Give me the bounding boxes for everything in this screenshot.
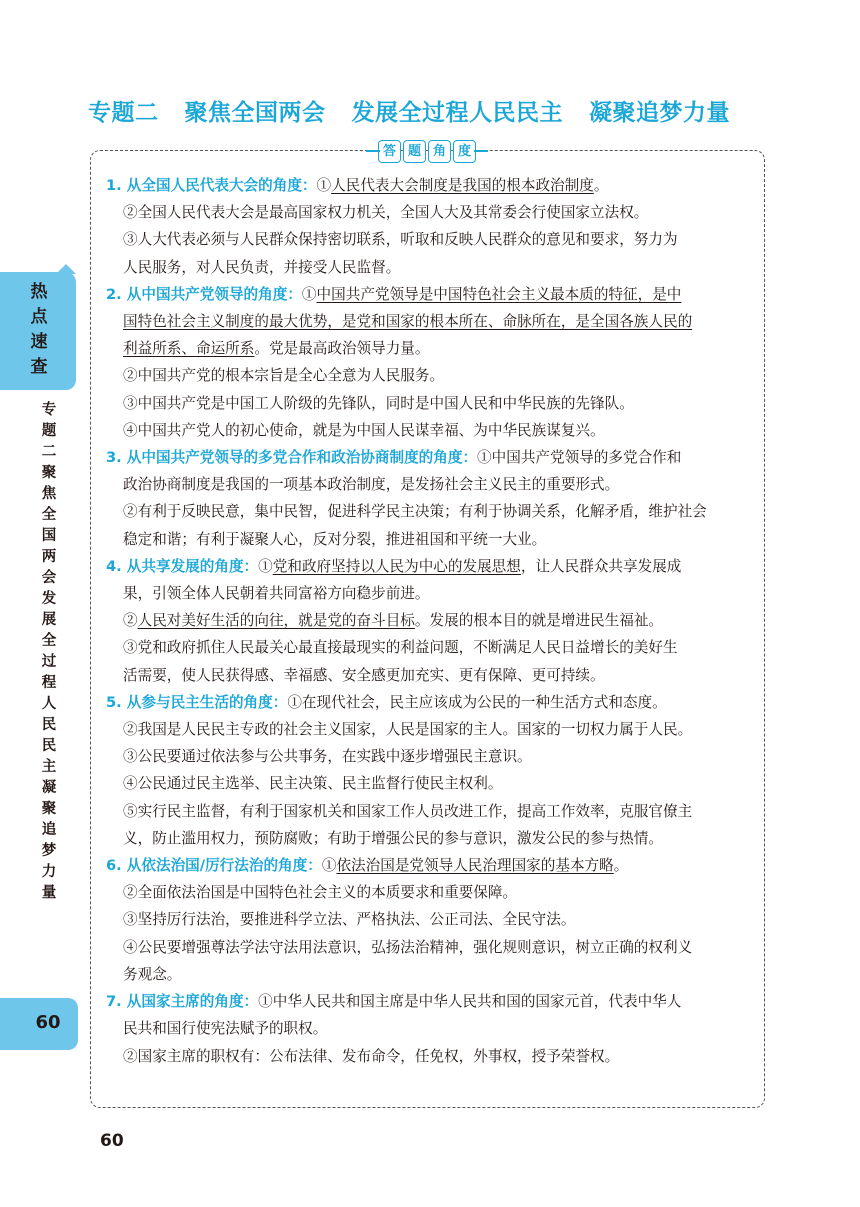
item-heading: 5. 从参与民主生活的角度：	[106, 693, 288, 711]
badge-left-decoration	[366, 150, 380, 152]
side-page-number: 60	[35, 1012, 61, 1033]
side-tab-hot-topics	[0, 272, 76, 390]
answer-angle-badge	[378, 138, 476, 164]
side-tab-label: 热点速查	[30, 282, 48, 377]
side-page-tab	[0, 998, 78, 1050]
item-heading: 4. 从共享发展的角度：	[106, 557, 259, 575]
badge-char: 角	[428, 140, 451, 163]
badge-right-decoration	[474, 150, 488, 152]
key-point: 国特色社会主义制度的最大优势，是党和国家的根本所在、命脉所在，是全国各族人民的	[123, 313, 693, 331]
badge-char: 度	[453, 140, 476, 163]
title-part-two-sessions: 聚焦全国两会	[184, 100, 326, 126]
list-item: 2. 从中国共产党领导的角度：①中国共产党领导是中国特色社会主义最本质的特征，是中 国特色社会主义制度的最大优势，是党和国家的根本所在、命脉所在，是全国各族人民的 利益所系、命运所系。党是最高政治领导力量。 ②中国共产党的根本宗旨是全心全意为人民服务。 ③中国共产党是中国工人阶级的先锋队，同时是中国人民和中华民族的先锋队。 ④中国共产党人的初心使命，就是为中国人民谋幸福、为中华民族谋复兴。	[106, 285, 693, 439]
title-part-dream: 凝聚追梦力量	[589, 100, 730, 126]
list-item: 5. 从参与民主生活的角度：①在现代社会，民主应该成为公民的一种生活方式和态度。 ②我国是人民民主专政的社会主义国家，人民是国家的主人。国家的一切权力属于人民。 ③公民要通过依法参与公共事务，在实践中逐步增强民主意识。 ④公民通过民主选举、民主决策、民主监督行使民主权利。 ⑤实行民主监督，有利于国家机关和国家工作人员改进工作，提高工作效率，克服官僚主 义，防止滥用权力，预防腐败；有助于增强公民的参与意识，激发公民的参与热情。	[106, 693, 693, 847]
key-point: 人民代表大会制度是我国的根本政治制度	[331, 177, 594, 194]
item-heading: 3. 从中国共产党领导的多党合作和政治协商制度的角度：	[106, 449, 478, 467]
list-item: 1. 从全国人民代表大会的角度：①人民代表大会制度是我国的根本政治制度。 ②全国人民代表大会是最高国家权力机关，全国人大及其常委会行使国家立法权。 ③人大代表必须与人民群众保持密切联系，听取和反映人民群众的意见和要求，努力为 人民服务，对人民负责，并接受人民监督。	[106, 177, 678, 276]
key-point: 依法治国是党领导人民治理国家的基本方略	[336, 857, 614, 875]
page-title	[88, 94, 788, 127]
item-heading: 6. 从依法治国/厉行法治的角度：	[106, 857, 322, 875]
list-item: 7. 从国家主席的角度：①中华人民共和国主席是中华人民共和国的国家元首，代表中华人 民共和国行使宪法赋予的职权。 ②国家主席的职权有：公布法律、发布命令，任免权，外事权，授予荣誉权。	[106, 993, 682, 1065]
page-number: 60	[100, 1131, 124, 1151]
key-point: 党和政府坚持以人民为中心的发展思想	[272, 557, 521, 575]
list-item: 3. 从中国共产党领导的多党合作和政治协商制度的角度：①中国共产党领导的多党合作和 政治协商制度是我国的一项基本政治制度，是发扬社会主义民主的重要形式。 ②有利于反映民意，集中民智，促进科学民主决策；有利于协调关系，化解矛盾，维护社会 稳定和谐；有利于凝聚人心，反对分裂，推进祖国和平统一大业。	[106, 449, 707, 548]
item-heading: 2. 从中国共产党领导的角度：	[106, 285, 302, 303]
key-point: 利益所系、命运所系	[123, 340, 255, 358]
key-point: 人民对美好生活的向往，就是党的奋斗目标	[137, 612, 415, 630]
badge-char: 题	[403, 140, 426, 163]
list-item: 4. 从共享发展的角度：①党和政府坚持以人民为中心的发展思想，让人民群众共享发展成 果，引领全体人民朝着共同富裕方向稳步前进。 ②人民对美好生活的向往，就是党的奋斗目标。发展的根本目的就是增进民生福祉。 ③党和政府抓住人民最关心最直接最现实的利益问题，不断满足人民日益增长的美好生 活需要，使人民获得感、幸福感、安全感更加充实、更有保障、更可持续。	[106, 557, 682, 684]
title-topic-number: 专题二	[88, 100, 159, 126]
title-part-democracy: 发展全过程人民民主	[351, 100, 563, 126]
item-heading: 1. 从全国人民代表大会的角度：	[106, 177, 317, 194]
badge-char: 答	[378, 140, 401, 163]
item-heading: 7. 从国家主席的角度：	[106, 993, 259, 1011]
list-item: 6. 从依法治国/厉行法治的角度：①依法治国是党领导人民治理国家的基本方略。 ②全面依法治国是中国特色社会主义的本质要求和重要保障。 ③坚持厉行法治，要推进科学立法、严格执法、公正司法、全民守法。 ④公民要增强尊法学法守法用法意识，弘扬法治精神，强化规则意识，树立正确的权利义 务观念。	[106, 857, 693, 983]
side-topic-label: 专题二 聚焦全国两会 发展全过程人民民主 凝聚追梦力量	[41, 402, 57, 901]
key-point: 中国共产党领导是中国特色社会主义最本质的特征，是中	[316, 285, 682, 303]
answer-content	[106, 172, 754, 1070]
side-tab-notch	[56, 264, 76, 274]
